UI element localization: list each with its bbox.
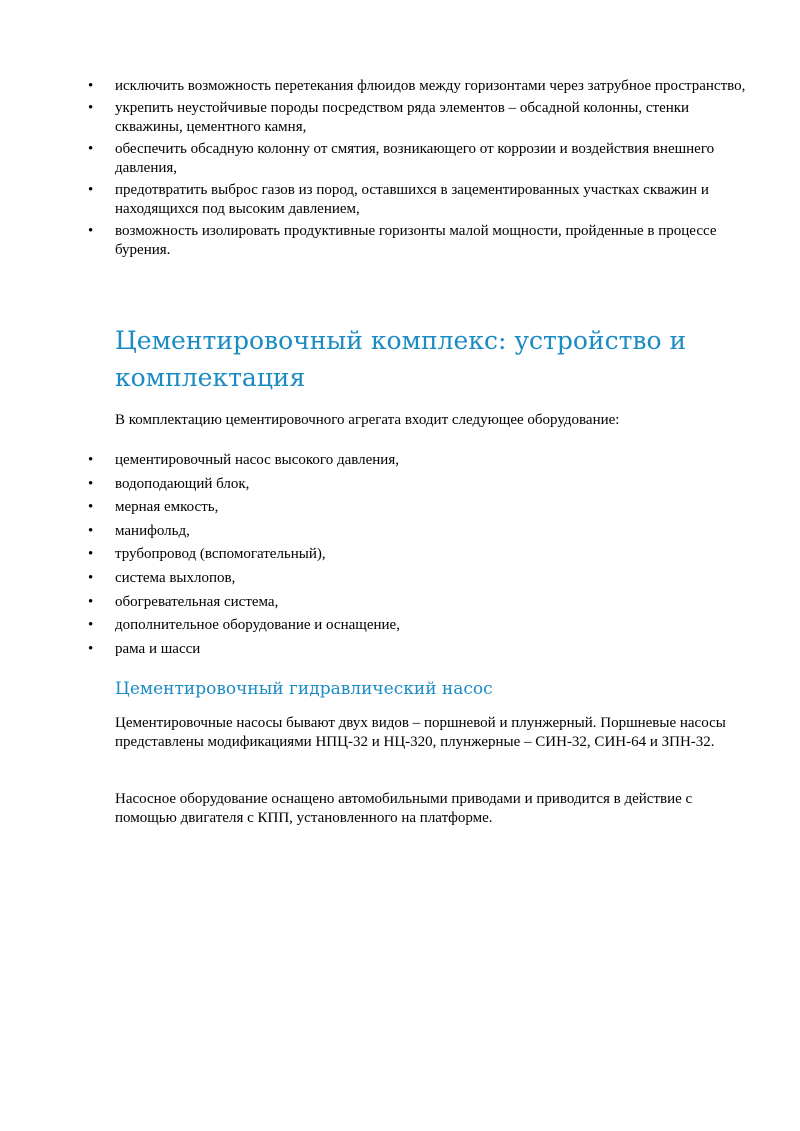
- list-item: [0, 569, 800, 588]
- bullet-icon: •: [88, 640, 94, 657]
- bullet-icon: •: [88, 499, 94, 516]
- section-heading: Цементировочный комплекс: устройство и комплектация: [115, 326, 687, 392]
- list-item: [0, 140, 800, 178]
- bullet-icon: •: [88, 617, 94, 634]
- list-item: [0, 593, 800, 612]
- list-item-text: исключить возможность перетекания флюидов между горизонтами через затрубное пространство,: [115, 78, 746, 94]
- list-item-text: укрепить неустойчивые породы посредством ряда элементов – обсадной колонны, стенки скважины, цементного камня,: [115, 100, 690, 135]
- list-item-text: рама и шасси: [115, 640, 201, 657]
- body-paragraph: Насосное оборудование оснащено автомобильными приводами и приводится в действие с помощью двигателя с КПП, установленного на платформе.: [115, 791, 693, 826]
- bullet-icon: •: [88, 593, 94, 610]
- list-item: [0, 475, 800, 494]
- list-item-text: манифольд,: [115, 522, 190, 539]
- list-item: [0, 545, 800, 564]
- list-item-text: водоподающий блок,: [115, 475, 250, 492]
- bullet-icon: •: [88, 100, 94, 116]
- list-item-text: обогревательная система,: [115, 593, 279, 610]
- list-item: [0, 99, 800, 137]
- list-item: [0, 640, 800, 659]
- list-item-text: мерная емкость,: [115, 499, 219, 516]
- bullet-icon: •: [88, 546, 94, 563]
- bullet-icon: •: [88, 78, 94, 94]
- bullet-icon: •: [88, 569, 94, 586]
- bullet-icon: •: [88, 475, 94, 492]
- list-item: [0, 77, 800, 96]
- list-item: [0, 498, 800, 517]
- list-item-text: дополнительное оборудование и оснащение,: [115, 617, 400, 634]
- body-paragraph: Цементировочные насосы бывают двух видов – поршневой и плунжерный. Поршневые насосы представлены модификациями НПЦ-32 и НЦ-320, плунжерные – СИН-32, СИН-64 и ЗПН-32.: [115, 715, 726, 750]
- list-item-text: возможность изолировать продуктивные горизонты малой мощности, пройденные в процессе бурения.: [115, 223, 717, 258]
- equipment-list: [0, 451, 800, 663]
- list-item-text: система выхлопов,: [115, 569, 236, 586]
- list-item: [0, 181, 800, 219]
- requirements-list: [0, 77, 800, 263]
- bullet-icon: •: [88, 141, 94, 157]
- bullet-icon: •: [88, 452, 94, 468]
- list-item-text: предотвратить выброс газов из пород, оставшихся в зацементированных участках скважин и находящихся под высоким давлением,: [115, 182, 709, 217]
- list-item-text: цементировочный насос высокого давления,: [115, 452, 399, 468]
- list-item: [0, 616, 800, 635]
- list-item: [0, 222, 800, 260]
- list-item-text: трубопровод (вспомогательный),: [115, 546, 326, 563]
- bullet-icon: •: [88, 522, 94, 539]
- bullet-icon: •: [88, 223, 94, 239]
- list-item-text: обеспечить обсадную колонну от смятия, возникающего от коррозии и воздействия внешнего давления,: [115, 141, 715, 176]
- intro-paragraph: В комплектацию цементировочного агрегата входит следующее оборудование:: [115, 412, 620, 428]
- subsection-heading: Цементировочный гидравлический насос: [115, 679, 493, 699]
- bullet-icon: •: [88, 182, 94, 198]
- list-item: [0, 522, 800, 541]
- list-item: [0, 451, 800, 470]
